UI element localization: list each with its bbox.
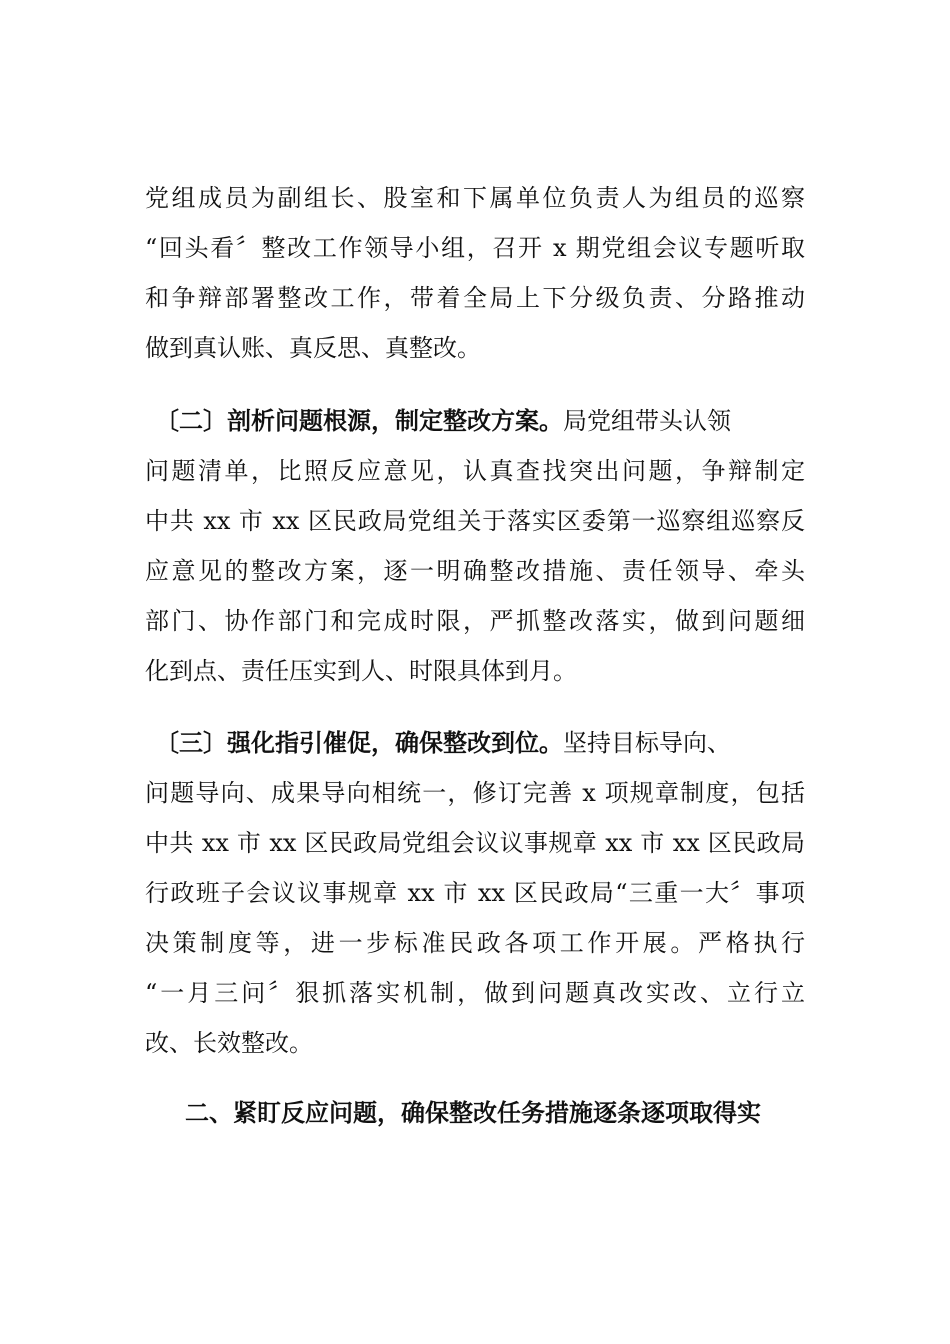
- paragraph-2-line-3: 中共 xx 市 xx 区民政局党组关于落实区委第一巡察组巡察反: [145, 507, 805, 535]
- paragraph-2-line-1-rest: 局党组带头认领: [563, 407, 731, 435]
- paragraph-3-line-4: 行政班子会议议事规章 xx 市 xx 区民政局“三重一大〞事项: [145, 879, 805, 907]
- paragraph-2-line-4: 应意见的整改方案，逐一明确整改措施、责任领导、牵头: [145, 557, 805, 585]
- paragraph-3-line-2: 问题导向、成果导向相统一，修订完善 x 项规章制度，包括: [145, 779, 805, 807]
- paragraph-3-line-5: 决策制度等，进一步标准民政各项工作开展。严格执行: [145, 929, 805, 957]
- paragraph-3-line-3: 中共 xx 市 xx 区民政局党组会议议事规章 xx 市 xx 区民政局: [145, 829, 805, 857]
- paragraph-3-heading: 〔三〕强化指引催促，确保整改到位。: [155, 728, 563, 757]
- paragraph-1-line-1: 党组成员为副组长、股室和下属单位负责人为组员的巡察: [145, 184, 805, 212]
- paragraph-2-line-6: 化到点、责任压实到人、时限具体到月。: [145, 657, 577, 685]
- paragraph-2-line-1: [155, 396, 731, 446]
- paragraph-1-line-2: “回头看〞整改工作领导小组，召开 x 期党组会议专题听取: [145, 234, 805, 262]
- paragraph-2-heading: 〔二〕剖析问题根源，制定整改方案。: [155, 406, 563, 435]
- paragraph-3-line-7: 改、长效整改。: [145, 1029, 313, 1057]
- paragraph-1-line-3: 和争辩部署整改工作，带着全局上下分级负责、分路推动: [145, 284, 805, 312]
- paragraph-3-line-1-rest: 坚持目标导向、: [563, 729, 731, 757]
- paragraph-3-line-6: “一月三问〞狠抓落实机制，做到问题真改实改、立行立: [145, 979, 805, 1007]
- paragraph-1-line-4: 做到真认账、真反思、真整改。: [145, 334, 481, 362]
- paragraph-2-line-2: 问题清单，比照反应意见，认真查找突出问题，争辩制定: [145, 457, 805, 485]
- section-heading: 二、紧盯反应问题，确保整改任务措施逐条逐项取得实: [185, 1098, 761, 1127]
- paragraph-2-line-5: 部门、协作部门和完成时限，严抓整改落实，做到问题细: [145, 607, 805, 635]
- paragraph-3-line-1: [155, 718, 731, 768]
